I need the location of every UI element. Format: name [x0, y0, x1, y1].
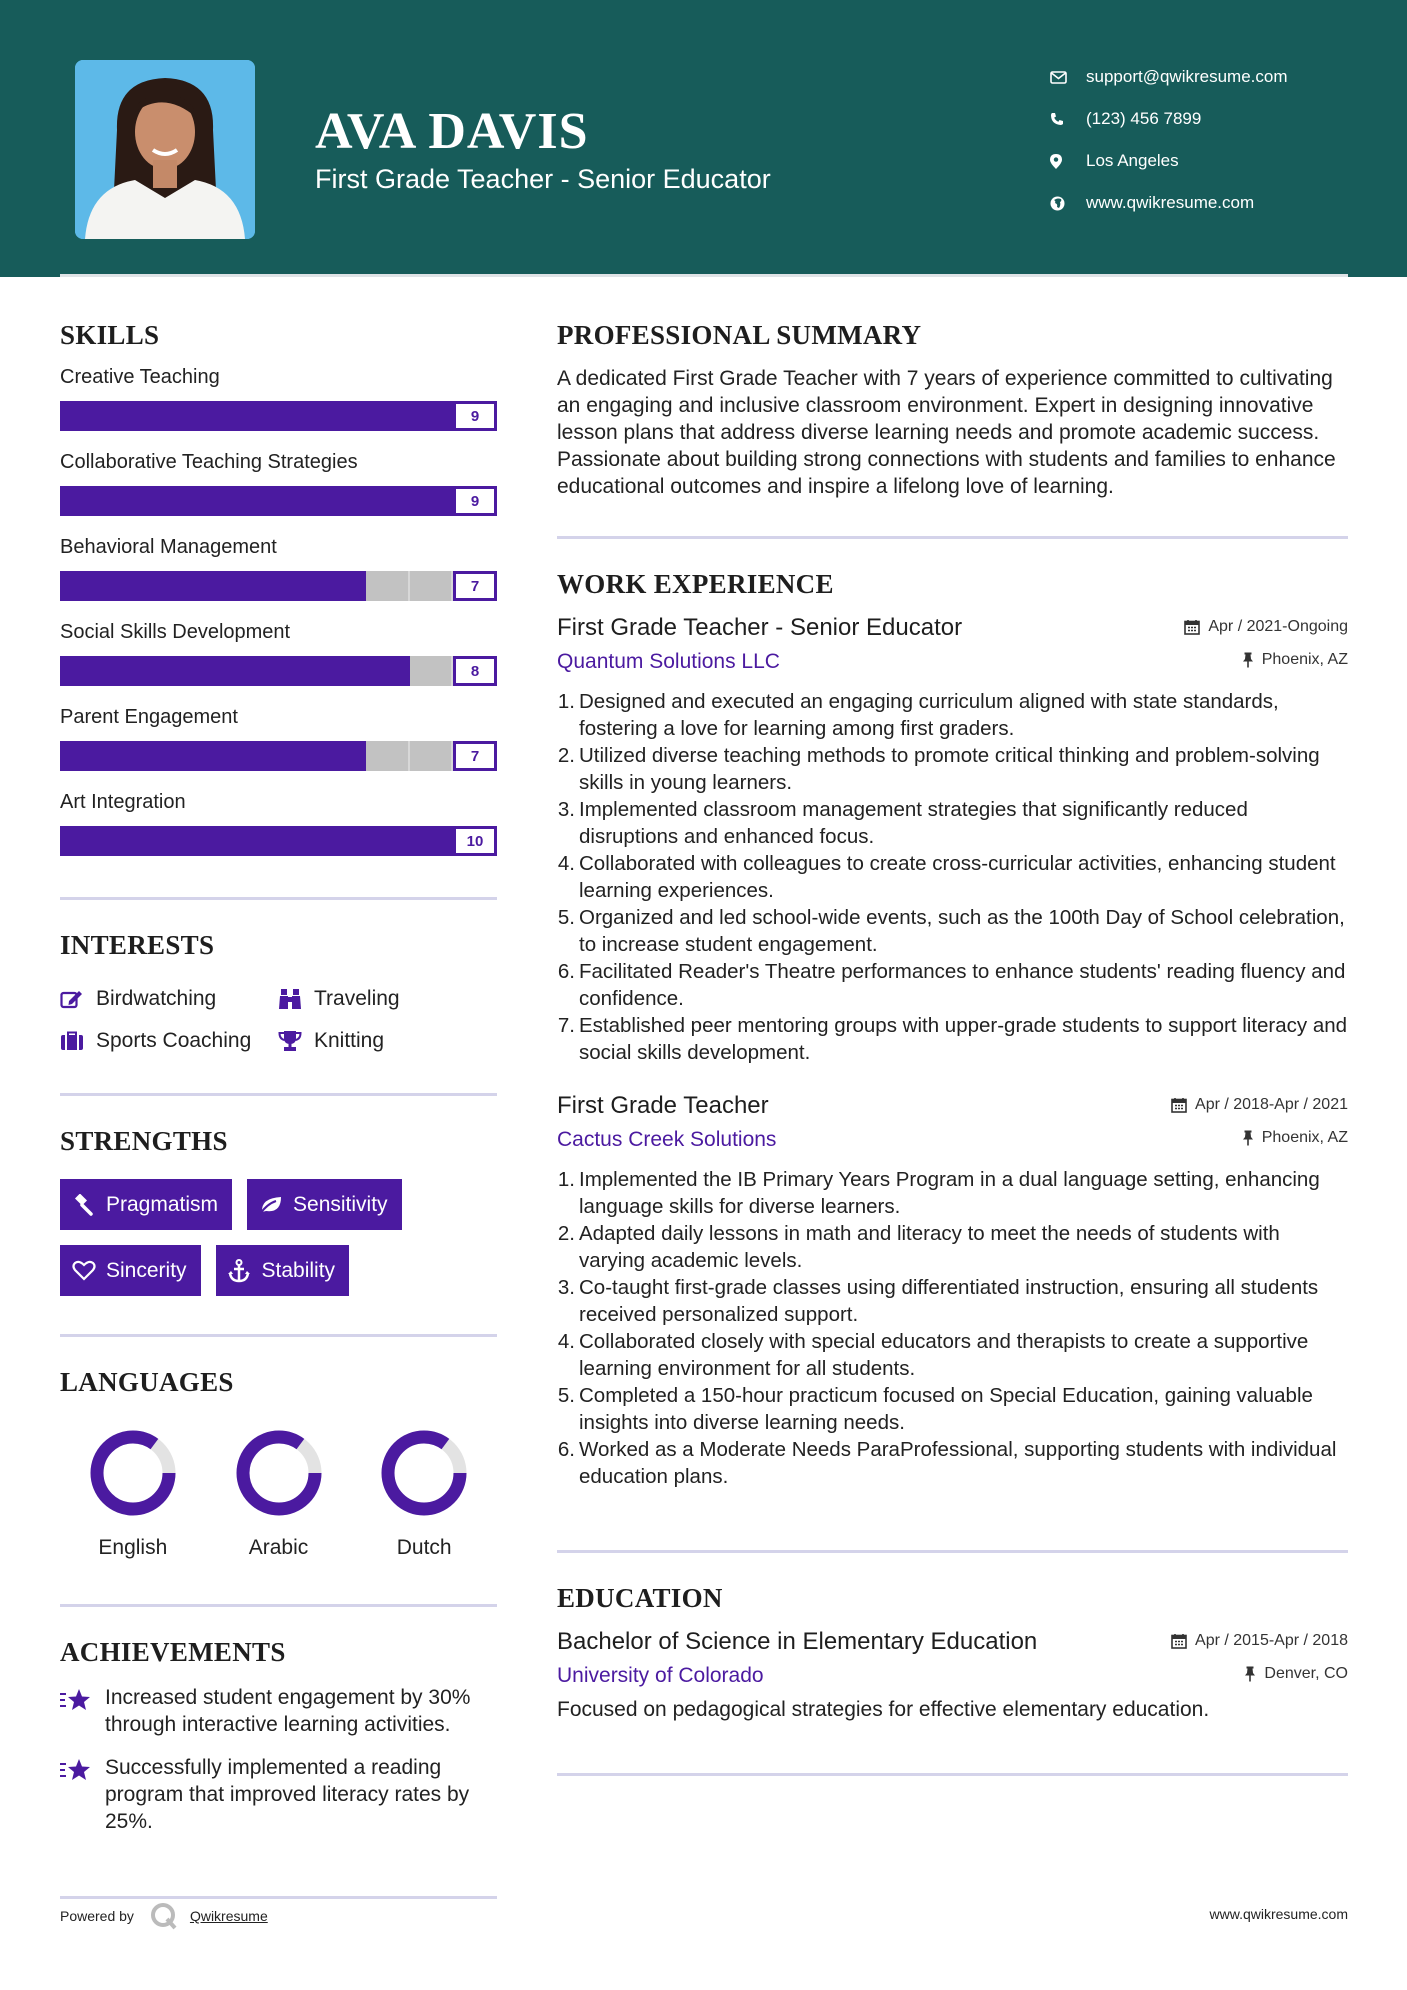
- language-name: English: [98, 1536, 168, 1559]
- skill-bar-segment: [366, 571, 410, 601]
- contact-website[interactable]: [1050, 182, 1350, 224]
- skill-level-value: 7: [453, 571, 497, 601]
- duty-text: Established peer mentoring groups with upper-grade students to support literacy and social skills development.: [579, 1014, 1348, 1064]
- calendar-icon: [1171, 1633, 1187, 1649]
- contact-email-text: support@qwikresume.com: [1086, 67, 1288, 86]
- job-location-text: Phoenix, AZ: [1261, 651, 1348, 668]
- summary-text: A dedicated First Grade Teacher with 7 years of experience committed to cultivating an engaging and inclusive classroom environment. Expert in designing innovative lesson plans that address diverse learning needs and promote academic success. Passionate about building strong connections with students and families to enhance educational outcomes and inspire a lifelong love of learning.: [557, 367, 1336, 498]
- skill-bar-segment: [191, 826, 235, 856]
- skill-bar-segment: [60, 656, 104, 686]
- skills-heading: SKILLS: [60, 320, 160, 350]
- skill-bar-segment: [279, 401, 323, 431]
- duties-list: [557, 688, 1348, 1066]
- duty-text: Worked as a Moderate Needs ParaProfessional, supporting students with individual education plans.: [579, 1438, 1337, 1488]
- interest-item: [278, 987, 497, 1011]
- envelope-icon: [1050, 71, 1086, 84]
- section-divider: [557, 1773, 1348, 1776]
- skill-bar-segment: [410, 571, 454, 601]
- skill-level-value: 9: [453, 401, 497, 431]
- skill-bar-segment: [410, 741, 454, 771]
- duty-number: 6.: [557, 1438, 575, 1461]
- contact-phone-text: (123) 456 7899: [1086, 109, 1202, 128]
- job-dates-text: Apr / 2021-Ongoing: [1208, 618, 1348, 635]
- star-icon: [60, 1684, 105, 1738]
- contact-list: [1050, 56, 1350, 224]
- star-icon: [60, 1754, 105, 1835]
- qwikresume-logo-icon: [150, 1902, 178, 1930]
- strength-badge: [60, 1245, 201, 1296]
- contact-location: [1050, 140, 1350, 182]
- languages-list: [60, 1428, 497, 1560]
- interests-list: [60, 987, 497, 1053]
- duty-item: [557, 796, 1348, 850]
- achievement-text: Successfully implemented a reading program that improved literacy rates by 25%.: [105, 1756, 470, 1833]
- interests-heading: INTERESTS: [60, 930, 215, 960]
- pushpin-icon: [1242, 652, 1254, 668]
- skill-bar-segment: [60, 826, 104, 856]
- skill-bar-segment: [366, 401, 410, 431]
- interest-item: [60, 987, 278, 1011]
- language-proficiency-donut: [379, 1428, 469, 1518]
- degree-title: Bachelor of Science in Elementary Education: [557, 1628, 1038, 1655]
- candidate-name: AVA DAVIS: [315, 103, 589, 160]
- skill-bar-segment: [366, 656, 410, 686]
- map-pin-icon: [1050, 154, 1086, 169]
- skill-item: [60, 535, 497, 620]
- interest-item: [278, 1029, 497, 1053]
- skill-bar-segment: [410, 826, 454, 856]
- language-name: Arabic: [248, 1536, 309, 1559]
- gavel-icon: [72, 1194, 106, 1216]
- education-location-text: Denver, CO: [1264, 1665, 1348, 1682]
- language-item: [351, 1428, 497, 1560]
- strength-badge: [60, 1179, 232, 1230]
- briefcase-icon: [60, 1031, 96, 1051]
- duty-text: Facilitated Reader's Theatre performances to enhance students' reading fluency and confidence.: [579, 960, 1346, 1010]
- skill-bar-segment: [191, 656, 235, 686]
- skill-bar-segment: [366, 826, 410, 856]
- skill-bar-segment: [235, 571, 279, 601]
- duty-number: 7.: [557, 1014, 575, 1037]
- header-banner: [0, 0, 1407, 277]
- skill-bar-segment: [279, 741, 323, 771]
- skill-item: [60, 450, 497, 535]
- profile-photo-illustration: [75, 60, 255, 239]
- skill-bar-segment: [147, 486, 191, 516]
- skill-level-bar: [60, 826, 497, 856]
- duty-text: Completed a 150-hour practicum focused on Special Education, gaining valuable insights into diverse learning needs.: [579, 1384, 1313, 1434]
- achievements-list: [60, 1684, 497, 1835]
- education-dates-text: Apr / 2015-Apr / 2018: [1195, 1632, 1348, 1649]
- strength-label: Sensitivity: [293, 1192, 388, 1216]
- strengths-heading: STRENGTHS: [60, 1126, 228, 1156]
- achievement-text: Increased student engagement by 30% through interactive learning activities.: [105, 1686, 471, 1736]
- interest-label: Knitting: [314, 1029, 385, 1052]
- language-item: [206, 1428, 352, 1560]
- duty-text: Co-taught first-grade classes using differentiated instruction, ensuring all students received personalized support.: [579, 1276, 1319, 1326]
- globe-icon: [1050, 196, 1086, 211]
- skill-bar-segment: [235, 741, 279, 771]
- interest-item: [60, 1029, 278, 1053]
- education-location: [1244, 1665, 1348, 1683]
- education-entry: [557, 1628, 1348, 1723]
- job-location-text: Phoenix, AZ: [1261, 1129, 1348, 1146]
- skill-name: Social Skills Development: [60, 621, 291, 643]
- duty-text: Adapted daily lessons in math and literacy to meet the needs of students with varying academic levels.: [579, 1222, 1280, 1272]
- duty-item: [557, 688, 1348, 742]
- contact-location-text: Los Angeles: [1086, 151, 1179, 170]
- company-name: Quantum Solutions LLC: [557, 650, 780, 673]
- achievement-item: [60, 1684, 497, 1738]
- summary-heading: PROFESSIONAL SUMMARY: [557, 320, 922, 350]
- skill-bar-segment: [60, 486, 104, 516]
- education-description: Focused on pedagogical strategies for effective elementary education.: [557, 1698, 1210, 1721]
- duty-number: 4.: [557, 852, 575, 875]
- skill-bar-segment: [104, 656, 148, 686]
- right-column: [557, 320, 1348, 1776]
- strength-label: Stability: [261, 1258, 336, 1282]
- contact-website-text: www.qwikresume.com: [1086, 193, 1255, 212]
- skill-item: [60, 620, 497, 705]
- skill-name: Behavioral Management: [60, 536, 277, 558]
- skill-bar-segment: [147, 826, 191, 856]
- skill-bar-segment: [410, 656, 454, 686]
- job-entry: [557, 1092, 1348, 1490]
- skill-level-bar: [60, 571, 497, 601]
- anchor-icon: [228, 1259, 262, 1283]
- skill-level-bar: [60, 656, 497, 686]
- duty-item: [557, 1220, 1348, 1274]
- header-divider: [60, 274, 1348, 277]
- job-dates: [1171, 1096, 1348, 1114]
- duty-number: 1.: [557, 690, 575, 713]
- calendar-icon: [1184, 619, 1200, 635]
- duty-item: [557, 1166, 1348, 1220]
- duty-text: Collaborated with colleagues to create cross-curricular activities, enhancing student learning experiences.: [579, 852, 1336, 902]
- pushpin-icon: [1242, 1130, 1254, 1146]
- language-item: [60, 1428, 206, 1560]
- education-heading: EDUCATION: [557, 1583, 723, 1613]
- skill-bar-segment: [322, 656, 366, 686]
- section-divider: [60, 897, 497, 900]
- skill-level-bar: [60, 401, 497, 431]
- skill-bar-segment: [235, 656, 279, 686]
- achievement-item: [60, 1754, 497, 1835]
- duty-item: [557, 850, 1348, 904]
- languages-heading: LANGUAGES: [60, 1367, 234, 1397]
- interest-label: Sports Coaching: [96, 1029, 252, 1052]
- duty-item: [557, 1436, 1348, 1490]
- section-divider: [557, 1550, 1348, 1553]
- job-dates: [1184, 618, 1348, 636]
- skill-item: [60, 365, 497, 450]
- skill-bar-segment: [322, 571, 366, 601]
- binoculars-icon: [278, 988, 314, 1010]
- skill-level-value: 10: [453, 826, 497, 856]
- school-name: University of Colorado: [557, 1664, 764, 1687]
- duty-item: [557, 904, 1348, 958]
- duty-item: [557, 1274, 1348, 1328]
- skill-bar-segment: [60, 401, 104, 431]
- section-divider: [60, 1334, 497, 1337]
- heart-icon: [72, 1260, 106, 1281]
- skill-bar-segment: [191, 401, 235, 431]
- job-dates-text: Apr / 2018-Apr / 2021: [1195, 1096, 1348, 1113]
- skill-bar-segment: [191, 741, 235, 771]
- experience-heading: WORK EXPERIENCE: [557, 569, 834, 599]
- language-proficiency-donut: [234, 1428, 324, 1518]
- strength-badge: [216, 1245, 350, 1296]
- skill-name: Creative Teaching: [60, 366, 220, 388]
- contact-email[interactable]: [1050, 56, 1350, 98]
- skill-bar-segment: [322, 826, 366, 856]
- interest-label: Birdwatching: [96, 987, 217, 1010]
- leaf-icon: [259, 1195, 293, 1215]
- skill-item: [60, 705, 497, 790]
- duty-number: 3.: [557, 798, 575, 821]
- skill-bar-segment: [60, 571, 104, 601]
- duty-item: [557, 958, 1348, 1012]
- skill-bar-segment: [147, 656, 191, 686]
- skill-bar-segment: [235, 486, 279, 516]
- qwikresume-link[interactable]: Qwikresume: [189, 1908, 268, 1924]
- duty-number: 3.: [557, 1276, 575, 1299]
- strength-label: Sincerity: [106, 1258, 187, 1282]
- skill-bar-segment: [147, 401, 191, 431]
- skill-name: Art Integration: [60, 791, 186, 813]
- duty-item: [557, 1328, 1348, 1382]
- duty-number: 2.: [557, 1222, 575, 1245]
- calendar-icon: [1171, 1097, 1187, 1113]
- duty-number: 5.: [557, 1384, 575, 1407]
- duty-text: Collaborated closely with special educators and therapists to create a supportive learning environment for all students.: [579, 1330, 1309, 1380]
- powered-by: [60, 1902, 268, 1930]
- duty-number: 1.: [557, 1168, 575, 1191]
- skill-bar-segment: [104, 571, 148, 601]
- skill-bar-segment: [279, 571, 323, 601]
- duty-text: Designed and executed an engaging curriculum aligned with state standards, fostering a love for learning among first graders.: [579, 690, 1279, 740]
- duty-number: 4.: [557, 1330, 575, 1353]
- edit-icon: [60, 989, 96, 1009]
- strengths-list: [60, 1179, 497, 1296]
- powered-by-label: Powered by: [60, 1908, 134, 1924]
- section-divider: [60, 1093, 497, 1096]
- duty-number: 2.: [557, 744, 575, 767]
- skill-level-bar: [60, 486, 497, 516]
- duty-number: 6.: [557, 960, 575, 983]
- skill-bar-segment: [104, 741, 148, 771]
- section-divider: [557, 536, 1348, 539]
- skill-bar-segment: [147, 571, 191, 601]
- skill-name: Parent Engagement: [60, 706, 238, 728]
- skill-bar-segment: [279, 826, 323, 856]
- phone-icon: [1050, 112, 1086, 126]
- footer-divider: [60, 1896, 497, 1899]
- job-location: [1242, 651, 1348, 669]
- strength-badge: [247, 1179, 402, 1230]
- skill-bar-segment: [366, 486, 410, 516]
- duty-text: Organized and led school-wide events, such as the 100th Day of School celebration, to increase student engagement.: [579, 906, 1345, 956]
- language-name: Dutch: [396, 1536, 452, 1559]
- job-title: First Grade Teacher - Senior Educator: [557, 614, 963, 641]
- company-name: Cactus Creek Solutions: [557, 1128, 777, 1151]
- job-entry: [557, 614, 1348, 1066]
- contact-phone[interactable]: [1050, 98, 1350, 140]
- skill-level-value: 9: [453, 486, 497, 516]
- duty-item: [557, 742, 1348, 796]
- skill-bar-segment: [322, 401, 366, 431]
- skill-bar-segment: [322, 486, 366, 516]
- skill-bar-segment: [322, 741, 366, 771]
- duty-text: Utilized diverse teaching methods to promote critical thinking and problem-solving skills in young learners.: [579, 744, 1320, 794]
- duty-number: 5.: [557, 906, 575, 929]
- skill-bar-segment: [104, 486, 148, 516]
- job-location: [1242, 1129, 1348, 1147]
- achievements-heading: ACHIEVEMENTS: [60, 1637, 286, 1667]
- skill-bar-segment: [60, 741, 104, 771]
- skill-level-value: 8: [453, 656, 497, 686]
- interest-label: Traveling: [314, 987, 400, 1010]
- skill-level-value: 7: [453, 741, 497, 771]
- skill-bar-segment: [366, 741, 410, 771]
- skill-bar-segment: [147, 741, 191, 771]
- skill-bar-segment: [191, 486, 235, 516]
- duties-list: [557, 1166, 1348, 1490]
- skill-item: [60, 790, 497, 875]
- skill-level-bar: [60, 741, 497, 771]
- skill-bar-segment: [235, 401, 279, 431]
- job-title: First Grade Teacher: [557, 1092, 769, 1119]
- footer-url[interactable]: www.qwikresume.com: [1209, 1906, 1348, 1922]
- duty-item: [557, 1382, 1348, 1436]
- left-column: [60, 320, 497, 1835]
- education-dates: [1171, 1632, 1348, 1650]
- skill-bar-segment: [104, 826, 148, 856]
- skill-bar-segment: [279, 656, 323, 686]
- duty-text: Implemented classroom management strategies that significantly reduced disruptions and enhanced focus.: [579, 798, 1248, 848]
- skill-bar-segment: [235, 826, 279, 856]
- trophy-icon: [278, 1030, 314, 1052]
- duty-text: Implemented the IB Primary Years Program in a dual language setting, enhancing language skills for diverse learners.: [579, 1168, 1320, 1218]
- skill-bar-segment: [191, 571, 235, 601]
- pushpin-icon: [1244, 1666, 1256, 1682]
- skills-list: [60, 365, 497, 875]
- duty-item: [557, 1012, 1348, 1066]
- section-divider: [60, 1604, 497, 1607]
- language-proficiency-donut: [88, 1428, 178, 1518]
- skill-bar-segment: [410, 486, 454, 516]
- skill-bar-segment: [104, 401, 148, 431]
- candidate-title: First Grade Teacher - Senior Educator: [315, 164, 771, 194]
- profile-photo: [75, 60, 255, 239]
- strength-label: Pragmatism: [106, 1192, 219, 1216]
- skill-name: Collaborative Teaching Strategies: [60, 451, 358, 473]
- skill-bar-segment: [279, 486, 323, 516]
- skill-bar-segment: [410, 401, 454, 431]
